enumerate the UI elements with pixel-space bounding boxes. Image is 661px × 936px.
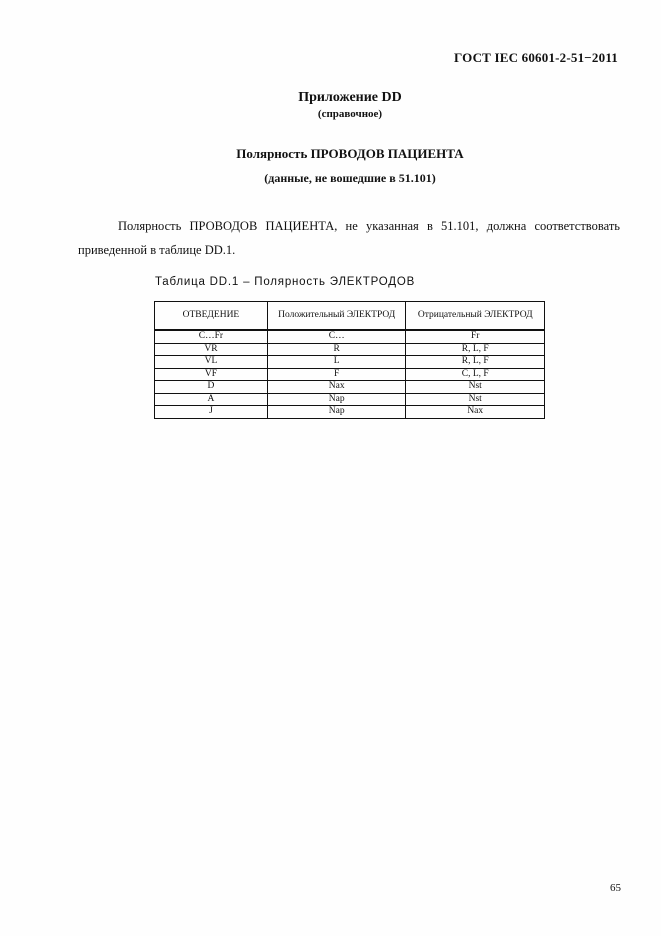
- page-number: 65: [610, 882, 621, 894]
- header-lead: ОТВЕДЕНИЕ: [155, 302, 268, 331]
- cell-lead: VR: [155, 343, 268, 356]
- cell-negative: Nst: [406, 393, 545, 406]
- cell-positive: C…: [267, 330, 406, 343]
- table-row: [155, 368, 545, 381]
- section-subtitle: (данные, не вошедшие в 51.101): [264, 171, 436, 185]
- table-row: [155, 356, 545, 369]
- cell-lead: VL: [155, 356, 268, 369]
- paragraph-line-2: приведенной в таблице DD.1.: [78, 243, 236, 257]
- polarity-table: [154, 301, 545, 419]
- cell-positive: F: [267, 368, 406, 381]
- cell-negative: R, L, F: [406, 356, 545, 369]
- cell-negative: Fr: [406, 330, 545, 343]
- header-negative-electrode: Отрицательный ЭЛЕКТРОД: [406, 302, 545, 331]
- table-row: [155, 381, 545, 394]
- cell-negative: C, L, F: [406, 368, 545, 381]
- cell-positive: Nap: [267, 393, 406, 406]
- cell-negative: Nst: [406, 381, 545, 394]
- table-row: [155, 406, 545, 419]
- standard-code: ГОСТ IEC 60601-2-51−2011: [453, 50, 618, 65]
- cell-lead: VF: [155, 368, 268, 381]
- table-caption: Таблица DD.1 – Полярность ЭЛЕКТРОДОВ: [155, 276, 416, 288]
- cell-lead: D: [155, 381, 268, 394]
- appendix-subtitle: (справочное): [317, 108, 383, 120]
- cell-positive: Nax: [267, 381, 406, 394]
- table-row: [155, 393, 545, 406]
- section-title: Полярность ПРОВОДОВ ПАЦИЕНТА: [236, 146, 464, 161]
- appendix-title: Приложение DD: [298, 90, 402, 105]
- table-row: [155, 330, 545, 343]
- table-header-row: [155, 302, 545, 331]
- cell-negative: R, L, F: [406, 343, 545, 356]
- paragraph-line-1: Полярность ПРОВОДОВ ПАЦИЕНТА, не указанная в 51.101, должна соответствовать: [118, 219, 620, 233]
- table-row: [155, 343, 545, 356]
- cell-positive: L: [267, 356, 406, 369]
- cell-positive: R: [267, 343, 406, 356]
- cell-positive: Nap: [267, 406, 406, 419]
- cell-lead: C…Fr: [155, 330, 268, 343]
- header-positive-electrode: Положительный ЭЛЕКТРОД: [267, 302, 406, 331]
- body-paragraph: [78, 214, 620, 262]
- cell-lead: J: [155, 406, 268, 419]
- cell-lead: A: [155, 393, 268, 406]
- cell-negative: Nax: [406, 406, 545, 419]
